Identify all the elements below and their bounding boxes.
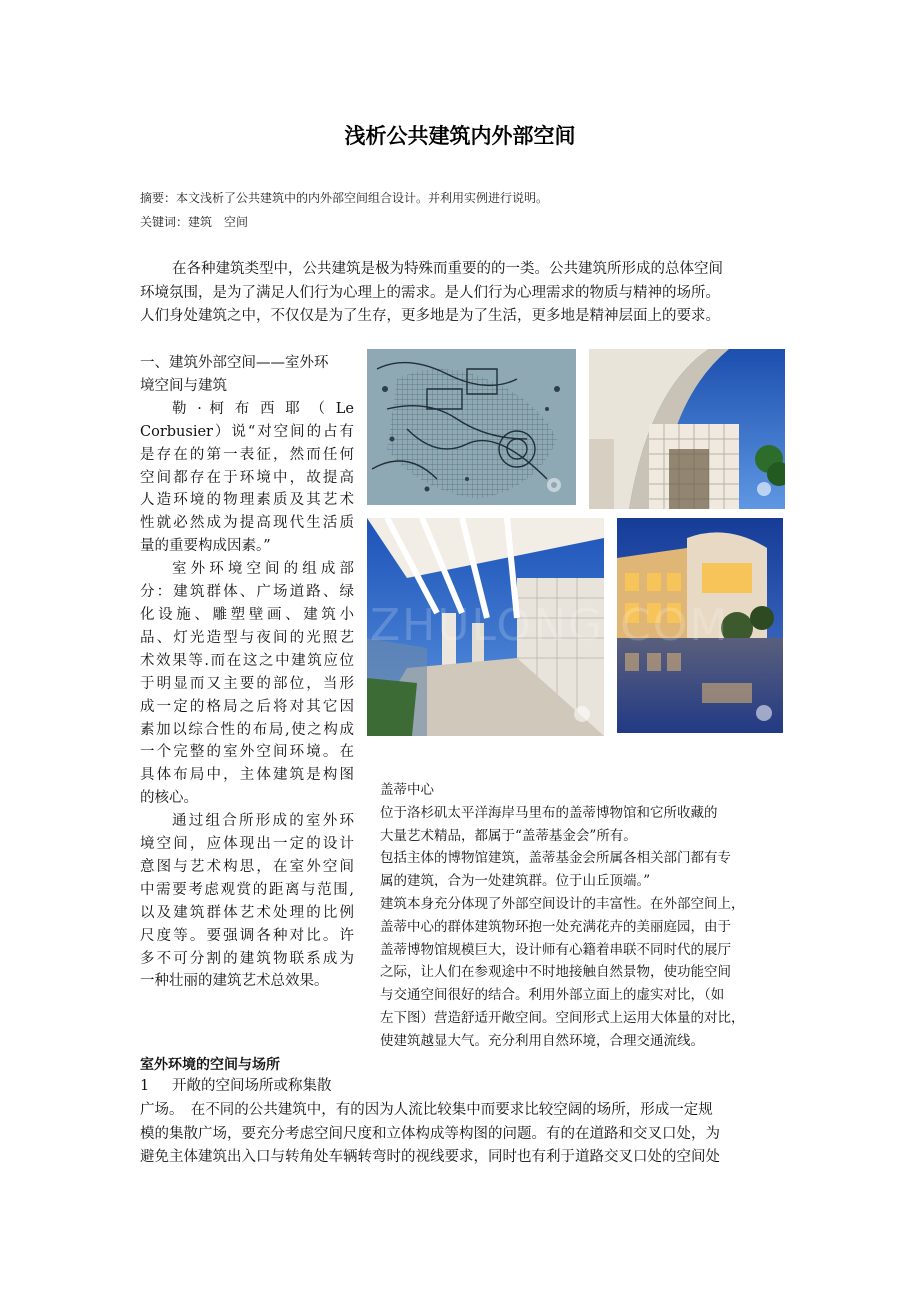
caption-line: 位于洛杉矶太平洋海岸马里布的盖蒂博物馆和它所收藏的 — [380, 804, 718, 821]
caption-block — [380, 779, 780, 1053]
left-column — [140, 352, 354, 993]
caption-line: 使建筑越显大气。充分利用自然环境，合理交通流线。 — [380, 1032, 704, 1049]
paragraph-line: 具体布局中，主体建筑是构图 — [140, 767, 354, 784]
paragraph-line: 以及建筑群体艺术处理的比例 — [140, 904, 354, 921]
paragraph-line: 境空间，应体现出一定的设计 — [140, 836, 354, 853]
paragraph-line: 成一定的格局之后将对其它因 — [140, 698, 354, 715]
section-heading: 境空间与建筑 — [140, 377, 227, 394]
paragraph-line: 一种壮丽的建筑艺术总效果。 — [140, 973, 329, 990]
paragraph-line: 通过组合所形成的室外环 — [172, 813, 354, 830]
intro-line: 环境氛围，是为了满足人们行为心理上的需求。是人们行为心理需求的物质与精神的场所。 — [140, 284, 720, 301]
section-heading: 一、建筑外部空间——室外环 — [140, 355, 329, 371]
paragraph-line: 品、灯光造型与夜间的光照艺 — [140, 629, 354, 646]
paragraph-line: 于明显而又主要的部位，当形 — [140, 675, 354, 692]
caption-line: 属的建筑，合为一处建筑群。位于山丘顶端。” — [380, 873, 651, 890]
paragraph-line: 是存在的第一表征，然而任何 — [140, 446, 354, 463]
bottom-paragraph — [140, 1099, 790, 1170]
paragraph-line: 勒 · 柯 布 西 耶 （ Le — [172, 400, 354, 417]
paragraph-line: 性就必然成为提高现代生活质 — [140, 515, 354, 532]
subheading: 室外环境的空间与场所 — [140, 1057, 280, 1073]
keywords: 关键词：建筑 空间 — [140, 215, 249, 229]
paragraph-line: 多不可分割的建筑物联系成为 — [140, 950, 354, 967]
paragraph-line: 的核心。 — [140, 790, 198, 807]
caption-line: 左下图）营造舒适开敞空间。空间形式上运用大体量的对比， — [380, 1009, 745, 1026]
paragraph-line: 人造环境的物理素质及其艺术 — [140, 492, 354, 509]
paragraph-line: 术效果等.而在这之中建筑应位 — [140, 652, 354, 669]
list-item-number: 1 — [140, 1078, 150, 1094]
caption-line: 盖蒂博物馆规模巨大，设计师有心籍着串联不同时代的展厅 — [380, 941, 731, 958]
paragraph-line: 空间都存在于环境中，故提高 — [140, 469, 354, 486]
paragraph-line: 意图与艺术构思，在室外空间 — [140, 858, 354, 875]
paragraph-line: 素加以综合性的布局,使之构成 — [140, 721, 354, 738]
page-title: 浅析公共建筑内外部空间 — [344, 124, 576, 148]
caption-line: 与交通空间很好的结合。利用外部立面上的虚实对比，（如 — [380, 987, 725, 1004]
caption-line: 盖蒂中心的群体建筑物环抱一处充满花卉的美丽庭园，由于 — [380, 918, 731, 935]
paragraph-line: 室外环境空间的组成部 — [172, 561, 354, 578]
abstract: 摘要：本文浅析了公共建筑中的内外部空间组合设计。并利用实例进行说明。 — [140, 191, 549, 205]
intro-line: 在各种建筑类型中，公共建筑是极为特殊而重要的的一类。公共建筑所形成的总体空间 — [172, 261, 723, 277]
paragraph-line: Corbusier）说“对空间的占有 — [140, 423, 354, 440]
caption-line: 之际，让人们在参观途中不时地接触自然景物，使功能空间 — [380, 964, 731, 981]
paragraph-line: 分：建筑群体、广场道路、绿 — [140, 584, 354, 601]
intro-paragraph — [140, 258, 784, 329]
facade-photo — [589, 349, 785, 509]
list-item-text: 开敞的空间场所或称集散 — [172, 1078, 332, 1094]
paragraph-line: 中需要考虑观赏的距离与范围, — [140, 881, 354, 898]
caption-line: 包括主体的博物馆建筑，盖蒂基金会所属各相关部门都有专 — [380, 850, 731, 867]
paragraph-line: 一个完整的室外空间环境。在 — [140, 744, 354, 761]
caption-title: 盖蒂中心 — [380, 782, 434, 798]
bottom-line: 广场。 在不同的公共建筑中，有的因为人流比较集中而要求比较空阔的场所，形成一定规 — [140, 1102, 713, 1118]
caption-line: 大量艺术精品，都属于“盖蒂基金会”所有。 — [380, 827, 637, 844]
paragraph-line: 化设施、雕塑壁画、建筑小 — [140, 606, 354, 623]
site-plan-image — [367, 349, 576, 505]
bottom-line: 模的集散广场，要充分考虑空间尺度和立体构成等构图的问题。有的在道路和交叉口处，为 — [140, 1125, 720, 1142]
paragraph-line: 量的重要构成因素。” — [140, 538, 271, 555]
bottom-line: 避免主体建筑出入口与转角处车辆转弯时的视线要求，同时也有利于道路交叉口处的空间处 — [140, 1149, 720, 1165]
watermark-text: ZHULONG.COM — [370, 600, 730, 651]
caption-line: 建筑本身充分体现了外部空间设计的丰富性。在外部空间上， — [380, 895, 745, 912]
paragraph-line: 尺度等。要强调各种对比。许 — [140, 927, 354, 944]
intro-line: 人们身处建筑之中，不仅仅是为了生存，更多地是为了生活，更多地是精神层面上的要求。 — [140, 308, 720, 324]
